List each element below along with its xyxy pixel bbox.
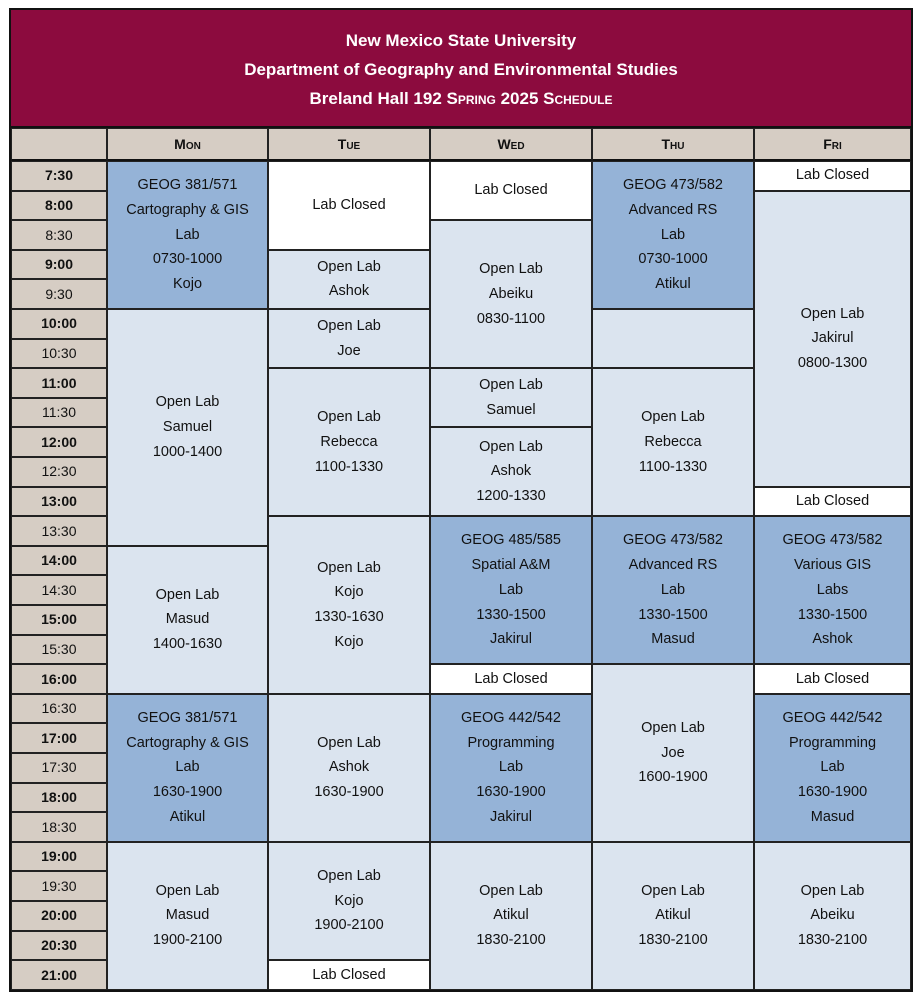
time-slot-label: 12:00 [11,427,107,457]
time-slot-label: 16:30 [11,694,107,724]
block-text-line: Spatial A&M [471,557,551,574]
block-text-line: 1630-1900 [314,784,384,801]
block-text-line: 0800-1300 [797,354,868,371]
block-text-line: 1330-1500 [638,606,708,623]
block-text-line: GEOG 485/585 [461,532,561,549]
time-slot-label: 13:00 [11,487,107,517]
block-text-line: Masud [165,611,210,628]
block-text-line: 1100-1330 [638,458,708,475]
block-text-line: 1200-1330 [476,488,546,505]
time-slot-label: 17:00 [11,723,107,753]
block-text-line: Rebecca [320,433,378,450]
header-term: Spring 2025 Schedule [446,89,613,108]
block-text-line: Open Lab [479,882,543,899]
block-text-line: Various GIS [793,557,872,574]
block-text-line: GEOG 442/542 [461,710,561,727]
open-lab-block-fri [754,842,911,990]
lab-closed-block-tue [268,161,430,250]
open-lab-block-wed [430,368,592,427]
open-lab-block-thu [592,368,754,516]
block-text-line: 1630-1900 [476,784,546,801]
block-text-line: Lab Closed [312,966,386,983]
block-text-line: Lab [175,226,200,243]
block-text-line: GEOG 442/542 [782,710,883,727]
block-text-line: Programming [467,734,555,751]
block-text-line: Lab Closed [795,670,870,687]
block-text-line: Ashok [490,463,532,480]
block-text-line: Open Lab [317,734,381,751]
open-lab-block-mon [107,546,268,694]
open-lab-block-tue [268,694,430,842]
block-text-line: 0730-1000 [638,251,708,268]
block-text-line: GEOG 473/582 [782,532,883,549]
block-text-line: Lab [660,226,686,243]
time-slot-label: 10:30 [11,339,107,369]
course-block-fri [754,694,911,842]
corner-cell [11,128,107,161]
time-slot-label: 19:00 [11,842,107,872]
block-text-line: Open Lab [800,882,865,899]
block-text-line: Atikul [493,907,529,924]
day-header-fri: Fri [754,128,911,161]
open-lab-block-tue [268,516,430,694]
course-block-mon [107,161,268,309]
block-text-line: 0830-1100 [476,310,546,327]
open-lab-block-tue [268,250,430,309]
time-slot-label: 14:00 [11,546,107,576]
block-text-line: 1330-1630 [314,608,384,625]
time-slot-label: 9:30 [11,279,107,309]
block-text-line: Kojo [334,633,364,650]
block-text-line: Samuel [162,419,213,436]
open-lab-block-thu [592,664,754,842]
block-text-line: Open Lab [479,438,543,455]
block-text-line: Open Lab [641,409,705,426]
time-slot-label: 18:00 [11,783,107,813]
block-text-line: Jakirul [490,808,532,825]
block-text-line: Lab [498,759,524,776]
block-text-line: Open Lab [479,377,543,394]
time-slot-label: 15:00 [11,605,107,635]
block-text-line: 1330-1500 [476,606,546,623]
header-department: Department of Geography and Environmental Studies [244,60,678,79]
block-text-line: Open Lab [800,305,865,322]
block-text-line: Lab Closed [474,182,548,199]
lab-closed-block-tue [268,960,430,990]
block-text-line: Lab [175,759,200,776]
open-lab-block-mon [107,309,268,546]
block-text-line: GEOG 381/571 [137,710,238,727]
time-slot-label: 16:00 [11,664,107,694]
block-text-line: 1830-2100 [476,932,546,949]
block-text-line: Jakirul [811,330,854,347]
block-text-line: Lab [498,581,524,598]
time-slot-label: 11:30 [11,398,107,428]
block-text-line: Open Lab [155,394,220,411]
time-slot-label: 10:00 [11,309,107,339]
time-slot-label: 15:30 [11,635,107,665]
block-text-line: Advanced RS [628,201,718,218]
block-text-line: Open Lab [317,409,381,426]
time-slot-label: 7:30 [11,161,107,191]
day-header-wed: Wed [430,128,592,161]
block-text-line: Open Lab [317,867,381,884]
block-text-line: Atikul [655,907,691,924]
block-text-line: Ashok [328,283,370,300]
block-text-line: Open Lab [317,559,381,576]
empty-block-thu [592,309,754,368]
day-header-tue: Tue [268,128,430,161]
block-text-line: Labs [816,581,849,598]
block-text-line: Masud [810,808,855,825]
time-slot-label: 14:30 [11,575,107,605]
block-text-line: GEOG 381/571 [137,177,238,194]
open-lab-block-tue [268,309,430,368]
time-slot-label: 17:30 [11,753,107,783]
block-text-line: 1100-1330 [314,458,384,475]
course-block-fri [754,516,911,664]
header-room-term [11,84,911,113]
lab-closed-block-fri [754,487,911,517]
lab-closed-block-wed [430,664,592,694]
time-slot-label: 11:00 [11,368,107,398]
time-slot-label: 20:30 [11,931,107,961]
header-room: Breland Hall 192 [309,89,442,108]
block-text-line: Advanced RS [628,557,718,574]
block-text-line: Open Lab [317,317,381,334]
open-lab-block-thu [592,842,754,990]
day-header-mon: Mon [107,128,268,161]
block-text-line: Abeiku [488,285,534,302]
day-header-thu: Thu [592,128,754,161]
time-slot-label: 8:30 [11,220,107,250]
block-text-line: Cartography & GIS [126,734,249,751]
block-text-line: Atikul [169,808,206,825]
course-block-wed [430,516,592,664]
block-text-line: Masud [651,631,695,648]
open-lab-block-mon [107,842,268,990]
block-text-line: Rebecca [644,433,702,450]
course-block-wed [430,694,592,842]
block-text-line: Kojo [334,584,364,601]
block-text-line: 1630-1900 [152,784,223,801]
block-text-line: Open Lab [479,261,543,278]
block-text-line: Cartography & GIS [126,201,249,218]
block-text-line: 1600-1900 [638,769,708,786]
open-lab-block-wed [430,427,592,516]
block-text-line: 1830-2100 [797,932,868,949]
block-text-line: Joe [661,744,685,761]
schedule-table [9,8,913,992]
block-text-line: 1330-1500 [797,606,868,623]
open-lab-block-tue [268,842,430,960]
time-slot-label: 12:30 [11,457,107,487]
block-text-line: GEOG 473/582 [623,532,723,549]
block-text-line: Atikul [655,276,691,293]
course-block-mon [107,694,268,842]
block-text-line: Lab Closed [795,167,870,184]
open-lab-block-wed [430,842,592,990]
schedule-header [11,10,911,128]
block-text-line: Programming [788,734,877,751]
block-text-line: 1400-1630 [152,636,223,653]
block-text-line: Open Lab [155,882,220,899]
block-text-line: 1000-1400 [152,443,223,460]
block-text-line: Lab [660,581,686,598]
time-slot-label: 19:30 [11,871,107,901]
block-text-line: Lab Closed [474,670,548,687]
block-text-line: Jakirul [490,631,532,648]
time-slot-label: 20:00 [11,901,107,931]
block-text-line: GEOG 473/582 [623,177,723,194]
block-text-line: Open Lab [155,586,220,603]
block-text-line: Samuel [486,401,536,418]
block-text-line: Open Lab [641,882,705,899]
block-text-line: Ashok [812,631,853,648]
block-text-line: Abeiku [810,907,855,924]
lab-closed-block-fri [754,664,911,694]
lab-closed-block-wed [430,161,592,220]
lab-closed-block-fri [754,161,911,191]
block-text-line: Ashok [328,759,370,776]
block-text-line: Open Lab [317,258,381,275]
schedule-grid [11,128,911,990]
block-text-line: Open Lab [641,719,705,736]
block-text-line: Lab Closed [795,493,870,510]
block-text-line: Kojo [172,276,203,293]
open-lab-block-wed [430,220,592,368]
block-text-line: Joe [337,342,361,359]
course-block-thu [592,161,754,309]
block-text-line: 1630-1900 [797,784,868,801]
block-text-line: 1900-2100 [152,932,223,949]
block-text-line: Lab Closed [312,197,386,214]
header-university: New Mexico State University [345,31,577,50]
time-slot-label: 18:30 [11,812,107,842]
time-slot-label: 9:00 [11,250,107,280]
time-slot-label: 13:30 [11,516,107,546]
block-text-line: Kojo [334,892,364,909]
course-block-thu [592,516,754,664]
block-text-line: 0730-1000 [152,251,223,268]
block-text-line: Masud [165,907,210,924]
block-text-line: 1900-2100 [314,917,384,934]
block-text-line: Lab [820,759,845,776]
open-lab-block-tue [268,368,430,516]
time-slot-label: 21:00 [11,960,107,990]
time-slot-label: 8:00 [11,191,107,221]
block-text-line: 1830-2100 [638,932,708,949]
open-lab-block-fri [754,191,911,487]
